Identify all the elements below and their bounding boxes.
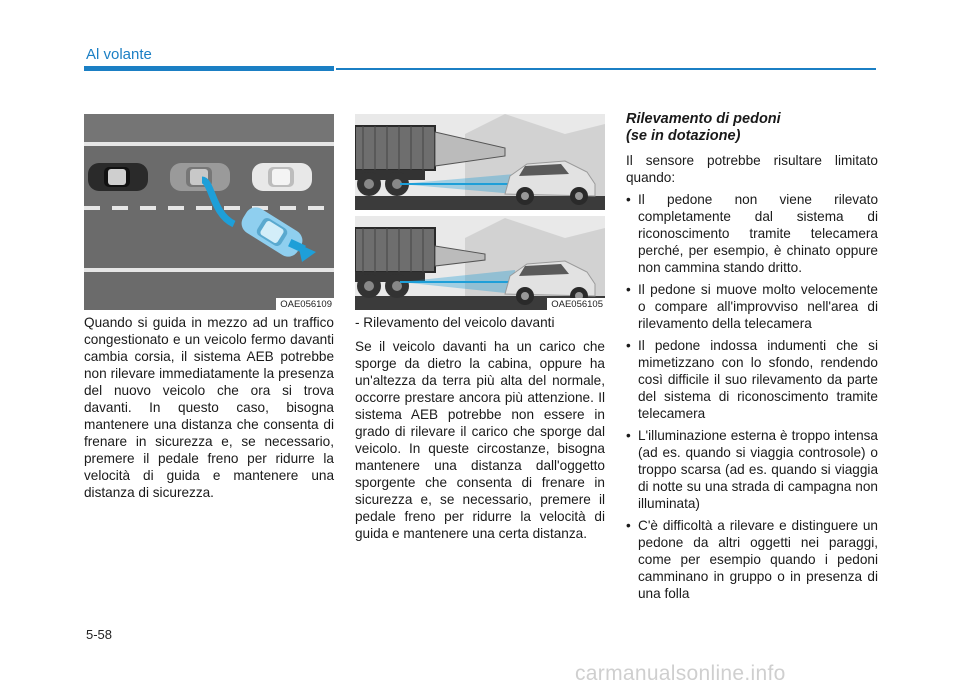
header-rule-thin (336, 68, 876, 70)
truck-scene-top (355, 114, 605, 210)
list-item: • Il pedone non viene rilevato completamente dal sistema di riconoscimento tramite telecamera perché, per esempio, è chinato oppure non cammina stando dritto. (626, 191, 878, 276)
limitations-list (626, 191, 878, 602)
heading-pedestrian-sub: (se in dotazione) (626, 128, 741, 144)
column-left (84, 314, 334, 501)
section-title: Al volante (86, 46, 152, 63)
list-item: • Il pedone indossa indumenti che si mimetizzano con lo sfondo, rendendo così difficile il suo rilevamento da parte del sistema di riconoscimento tramite telecamera (626, 337, 878, 422)
figure-caption: - Rilevamento del veicolo davanti (355, 315, 555, 330)
figure-lane-change (84, 114, 334, 310)
list-item: • C'è difficoltà a rilevare e distinguere un pedone da altri oggetti nei paraggi, come per esempio quando i pedoni camminano in gruppo o in presenza di una folla (626, 517, 878, 602)
paragraph-truck-load: Se il veicolo davanti ha un carico che sporge da dietro la cabina, oppure ha un'altezza da terra più alta del normale, occorre prestare ancora più attenzione. Il sistema AEB potrebbe non essere in grado di rilevare il carico che sporge dal veicolo. In queste circostanze, bisogna mantenere una distanza dall'oggetto sporgente che consenta di frenare in sicurezza e, se necessario, premere il pedale freno per ridurre la velocità di guida e mantenere una certa distanza. (355, 339, 605, 541)
paragraph-lane-change: Quando si guida in mezzo ad un traffico congestionato e un veicolo fermo davanti cambia corsia, il sistema AEB potrebbe non rilevare immediatamente la presenza del nuovo veicolo che ora si trova davanti. In questo caso, bisogna mantenere una distanza che consenta di frenare in sicurezza e, se necessario, premere il pedale freno per ridurre la velocità di guida e mantenere una distanza di sicurezza. (84, 315, 334, 500)
watermark: carmanualsonline.info (575, 662, 786, 685)
lane-change-illustration (84, 114, 334, 310)
heading-pedestrian: Rilevamento di pedoni (626, 111, 781, 127)
stopped-car-icon (170, 163, 230, 191)
white-car-icon (252, 163, 312, 191)
truck-scene-bottom (355, 216, 605, 310)
list-item: • Il pedone si muove molto velocemente o compare all'improvviso nell'area di rilevamento della telecamera (626, 281, 878, 332)
truck-load-illustration (355, 114, 605, 310)
page-number: 5-58 (86, 627, 113, 642)
dark-car-icon (88, 163, 148, 191)
header-rule-thick (84, 66, 334, 71)
list-item: • L'illuminazione esterna è troppo intensa (ad es. quando si viaggia controsole) o troppo scarsa (ad es. quando si viaggia di notte su una strada di campagna non illuminata) (626, 427, 878, 512)
figure-truck-load (355, 114, 605, 310)
column-right (626, 111, 878, 602)
column-middle (355, 314, 605, 542)
figure-code: OAE056109 (276, 298, 334, 310)
intro-text: Il sensore potrebbe risultare limitato quando: (626, 153, 878, 185)
figure-code: OAE056105 (547, 298, 605, 310)
